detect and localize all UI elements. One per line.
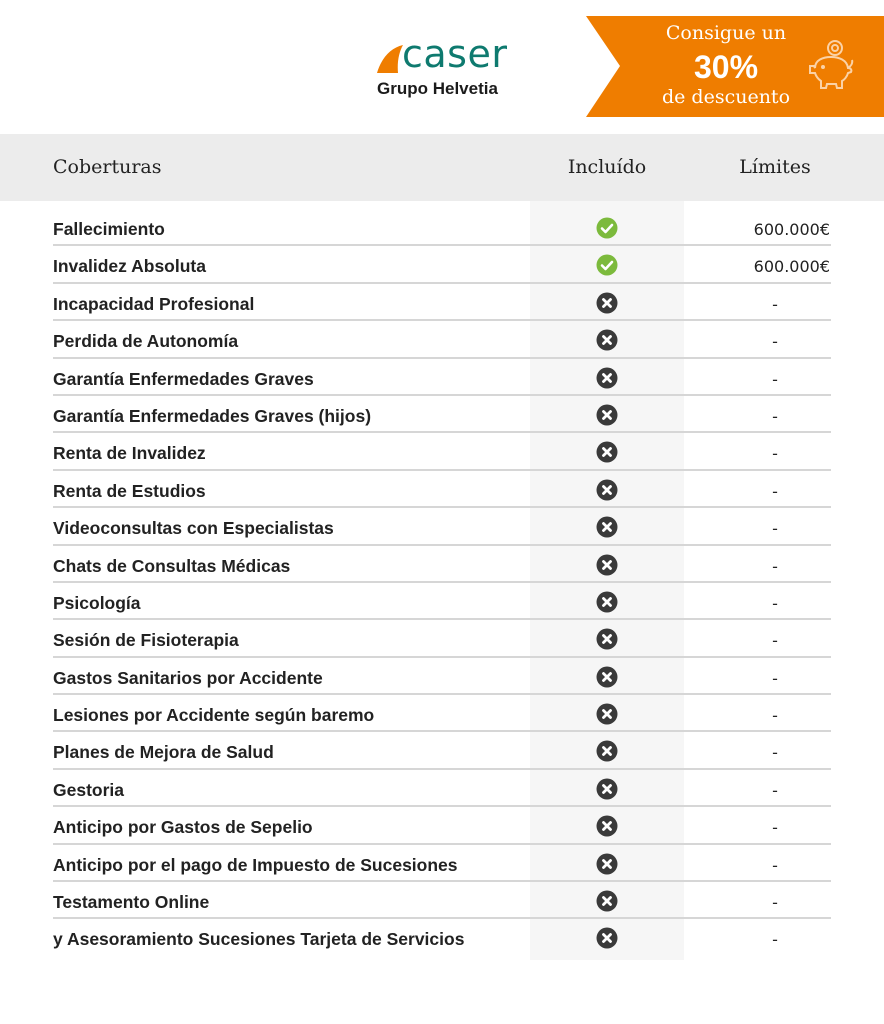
x-circle-icon: [596, 329, 618, 351]
table-row: [53, 919, 831, 956]
table-row: [53, 508, 831, 545]
coverage-limit: -: [772, 706, 778, 726]
x-circle-icon: [596, 479, 618, 501]
table-row: [53, 471, 831, 508]
coverage-name: Psicología: [53, 592, 141, 613]
x-circle-icon: [596, 666, 618, 688]
x-circle-icon: [596, 404, 618, 426]
x-circle-icon: [596, 591, 618, 613]
coverage-limit: -: [772, 855, 778, 875]
coverage-limit: 600.000€: [753, 257, 830, 277]
coverage-name: Gastos Sanitarios por Accidente: [53, 667, 323, 688]
coverage-limit: -: [772, 369, 778, 389]
x-circle-icon: [596, 740, 618, 762]
piggy-bank-icon: [806, 38, 856, 94]
x-circle-icon: [596, 292, 618, 314]
table-row: [53, 658, 831, 695]
coverage-name: Invalidez Absoluta: [53, 256, 206, 277]
x-circle-icon: [596, 441, 618, 463]
check-circle-icon: [596, 254, 618, 276]
discount-banner[interactable]: [586, 16, 884, 117]
promo-percentage: 30%: [693, 49, 759, 85]
coverage-name: Lesiones por Accidente según baremo: [53, 705, 375, 726]
coverage-limit: -: [772, 818, 778, 838]
coverage-name: y Asesoramiento Sucesiones Tarjeta de Servicios: [53, 929, 465, 950]
coverage-limit: -: [772, 406, 778, 426]
table-row: [53, 396, 831, 433]
table-row: [53, 882, 831, 919]
promo-line-1: Consigue un: [665, 22, 787, 44]
sail-logo-icon: [376, 44, 404, 74]
x-circle-icon: [596, 516, 618, 538]
coverage-name: Fallecimiento: [53, 219, 165, 239]
coverage-limit: -: [772, 519, 778, 539]
coverage-name: Chats de Consultas Médicas: [53, 555, 291, 576]
coverage-name: Sesión de Fisioterapia: [53, 630, 239, 651]
table-row: [53, 546, 831, 583]
table-row: [53, 807, 831, 844]
x-circle-icon: [596, 815, 618, 837]
x-circle-icon: [596, 778, 618, 800]
coverage-name: Garantía Enfermedades Graves (hijos): [53, 405, 372, 426]
table-header: [0, 134, 884, 201]
table-row: [53, 284, 831, 321]
table-row: [53, 583, 831, 620]
coverage-limit: -: [772, 743, 778, 763]
table-row: [53, 246, 831, 283]
coverage-limit: -: [772, 780, 778, 800]
coverage-limit: -: [772, 294, 778, 314]
coverage-limit: -: [772, 631, 778, 651]
coverage-name: Garantía Enfermedades Graves: [53, 368, 314, 389]
x-circle-icon: [596, 554, 618, 576]
coverage-limit: 600.000€: [753, 220, 830, 239]
coverage-limit: -: [772, 593, 778, 613]
table-row: [53, 620, 831, 657]
x-circle-icon: [596, 628, 618, 650]
table-row: [53, 433, 831, 470]
coverage-name: Gestoria: [53, 779, 124, 800]
x-circle-icon: [596, 367, 618, 389]
coverage-table-body: [53, 209, 831, 957]
coverage-name: Planes de Mejora de Salud: [53, 742, 274, 763]
coverage-limit: -: [772, 444, 778, 464]
caser-logo: [376, 32, 516, 108]
coverage-limit: -: [772, 668, 778, 688]
table-row: [53, 695, 831, 732]
x-circle-icon: [596, 703, 618, 725]
header-coverage: Coberturas: [53, 156, 162, 178]
check-circle-icon: [596, 217, 618, 239]
promo-line-3: de descuento: [661, 86, 791, 108]
table-row: [53, 321, 831, 358]
coverage-name: Incapacidad Profesional: [53, 293, 255, 314]
table-row: [53, 209, 831, 246]
coverage-limit: -: [772, 556, 778, 576]
brand-group: Grupo Helvetia: [377, 79, 498, 98]
header-limits: Límites: [739, 156, 811, 178]
coverage-limit: -: [772, 332, 778, 352]
brand-name: caser: [402, 32, 508, 76]
table-row: [53, 732, 831, 769]
coverage-name: Videoconsultas con Especialistas: [53, 518, 334, 539]
coverage-name: Testamento Online: [53, 892, 210, 913]
table-row: [53, 845, 831, 882]
coverage-name: Perdida de Autonomía: [53, 331, 239, 352]
x-circle-icon: [596, 890, 618, 912]
coverage-limit: -: [772, 481, 778, 501]
coverage-name: Renta de Estudios: [53, 480, 206, 501]
table-row: [53, 359, 831, 396]
coverage-limit: -: [772, 930, 778, 950]
coverage-limit: -: [772, 893, 778, 913]
x-circle-icon: [596, 927, 618, 949]
coverage-name: Renta de Invalidez: [53, 443, 206, 464]
table-row: [53, 770, 831, 807]
coverage-name: Anticipo por el pago de Impuesto de Sucesiones: [53, 854, 458, 875]
header-included: Incluído: [567, 156, 647, 178]
coverage-name: Anticipo por Gastos de Sepelio: [53, 817, 313, 838]
x-circle-icon: [596, 853, 618, 875]
